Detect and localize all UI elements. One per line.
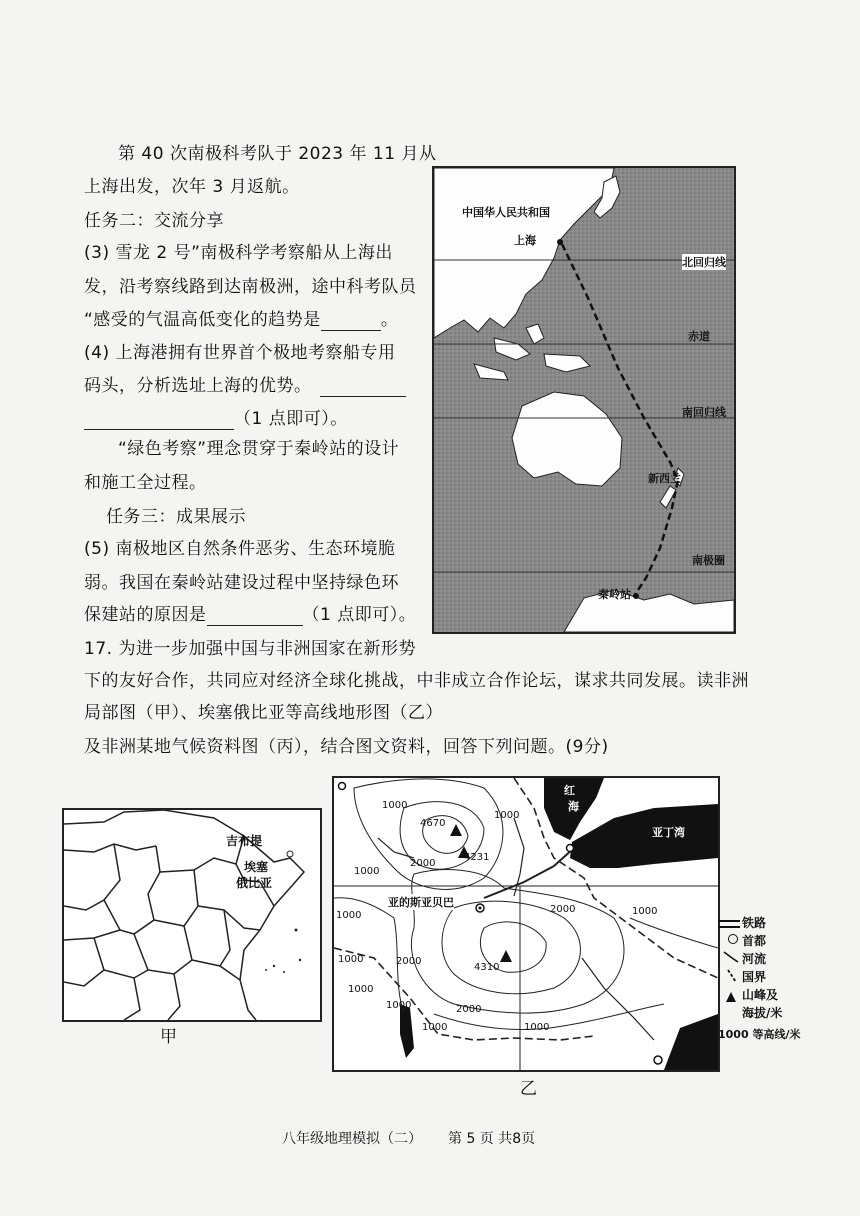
label-peak-4670: 4670 [420,818,446,829]
label-new-zealand: 新西兰 [648,472,681,485]
legend-railway: 铁路 [742,916,767,930]
q3-line-2: 发，沿考察线路到达南极洲，途中科考队员 [84,277,417,297]
contour-label: 1000 [382,800,408,811]
label-djibouti: 吉布提 [226,834,263,848]
label-qinling-station: 秦岭站 [598,588,631,601]
map-yi-ethiopia [332,776,720,1072]
contour-label: 1000 [336,910,362,921]
qinling-station-point [633,593,639,599]
map-jia-africa [62,808,322,1022]
green-line-2: 和施工全过程。 [84,473,207,493]
label-peak-4310: 4310 [474,962,500,973]
q5-line-3 [84,604,416,626]
q3-line-3-end: 。 [380,310,399,330]
label-antarctic-circle: 南极圈 [692,554,725,567]
contour-label: 2000 [550,904,576,915]
contour-label: 1000 [524,1022,550,1033]
q17-line-2: 下的友好合作，共同应对经济全球化挑战，中非成立合作论坛，谋求共同发展。读非洲 [84,671,749,691]
river-legend-icon [722,950,740,964]
q4-answer-blank-1[interactable] [320,380,406,397]
q5-answer-blank[interactable] [207,609,303,626]
djibouti-point [287,851,293,857]
legend-peak-1: 山峰及 [742,988,779,1002]
contour-label: 2000 [396,956,422,967]
contour-label: 1000 [348,984,374,995]
peak-4670-marker [450,824,462,836]
legend-peak-2: 海拔/米 [742,1006,783,1020]
indian-ocean [664,1014,718,1070]
task3-title: 任务三：成果展示 [106,507,246,527]
q5-line-3-end: （1 点即可）。 [302,605,417,625]
caption-jia: 甲 [160,1027,178,1047]
expedition-route-map [432,166,736,634]
contour-label: 2000 [456,1004,482,1015]
q4-line-2 [84,375,406,397]
label-tropic-capricorn: 南回归线 [682,406,726,419]
label-tropic-cancer: 北回归线 [682,256,726,269]
footer-page: 第 5 页 共8页 [448,1131,536,1147]
q5-line-2: 弱。我国在秦岭站建设过程中坚持绿色环 [84,573,399,593]
label-red-sea-2: 海 [568,800,579,813]
contour-label: 1000 [422,1022,448,1033]
label-peak-4231: 4231 [464,852,490,863]
label-gulf-aden: 亚丁湾 [652,826,685,839]
label-addis-ababa: 亚的斯亚贝巴 [388,896,454,909]
q3-line-3-text: “感受的气温高低变化的趋势是 [84,310,321,330]
q4-line-3-end: （1 点即可）。 [234,409,348,429]
q4-line-1: (4) 上海港拥有世界首个极地考察船专用 [84,343,396,363]
label-ethiopia-2: 俄比亚 [236,876,273,890]
legend-border: 国界 [742,970,767,984]
q3-line-1: (3) 雪龙 2 号”南极科学考察船从上海出 [84,243,393,263]
q17-line-3: 局部图（甲）、埃塞俄比亚等高线地形图（乙） [84,703,443,723]
legend-contour: 1000 等高线/米 [718,1028,801,1041]
label-shanghai: 上海 [514,234,536,247]
contour-label: 1000 [354,866,380,877]
q4-answer-blank-2[interactable] [84,413,234,430]
gulf-of-aden [570,804,718,868]
peak-4310-marker [500,950,512,962]
lake [400,1004,414,1058]
footer-grade: 八年级地理模拟（二） [282,1131,422,1147]
q5-line-1: (5) 南极地区自然条件恶劣、生态环境脆 [84,539,396,559]
intro-line-2: 上海出发，次年 3 月返航。 [84,177,300,197]
map-jia-graphic [64,810,320,1020]
q17-line-1: 17. 为进一步加强中国与非洲国家在新形势 [84,639,416,659]
q3-answer-blank[interactable] [321,314,381,331]
q4-line-3 [84,408,348,430]
legend-capital: 首都 [742,934,767,948]
capital-legend-icon [728,934,738,944]
green-line-1: “绿色考察”理念贯穿于秦岭站的设计 [118,439,400,459]
shanghai-point [557,239,563,245]
q3-line-3 [84,309,398,331]
contour-label: 2000 [410,858,436,869]
railway-legend-icon [718,920,740,928]
route-map-graphic [434,168,734,632]
contour-label: 1000 [632,906,658,917]
caption-yi: 乙 [520,1079,538,1099]
q4-line-2-text: 码头，分析选址上海的优势。 [84,376,312,396]
label-red-sea-1: 红 [564,784,575,797]
contour-label: 1000 [494,810,520,821]
label-equator: 赤道 [688,330,710,343]
label-ethiopia-1: 埃塞 [244,860,269,874]
contour-label: 1000 [386,1000,412,1011]
label-china: 中国华人民共和国 [462,206,550,219]
task2-title: 任务二：交流分享 [84,211,224,231]
intro-line-1: 第 40 次南极科考队于 2023 年 11 月从 [118,144,437,164]
contour-label: 1000 [338,954,364,965]
legend-river: 河流 [742,952,767,966]
q5-line-3-text: 保建站的原因是 [84,605,207,625]
q17-line-4: 及非洲某地气候资料图（丙），结合图文资料，回答下列问题。(9分) [84,737,609,757]
peak-legend-icon [724,990,738,1004]
border-legend-icon [724,968,740,984]
